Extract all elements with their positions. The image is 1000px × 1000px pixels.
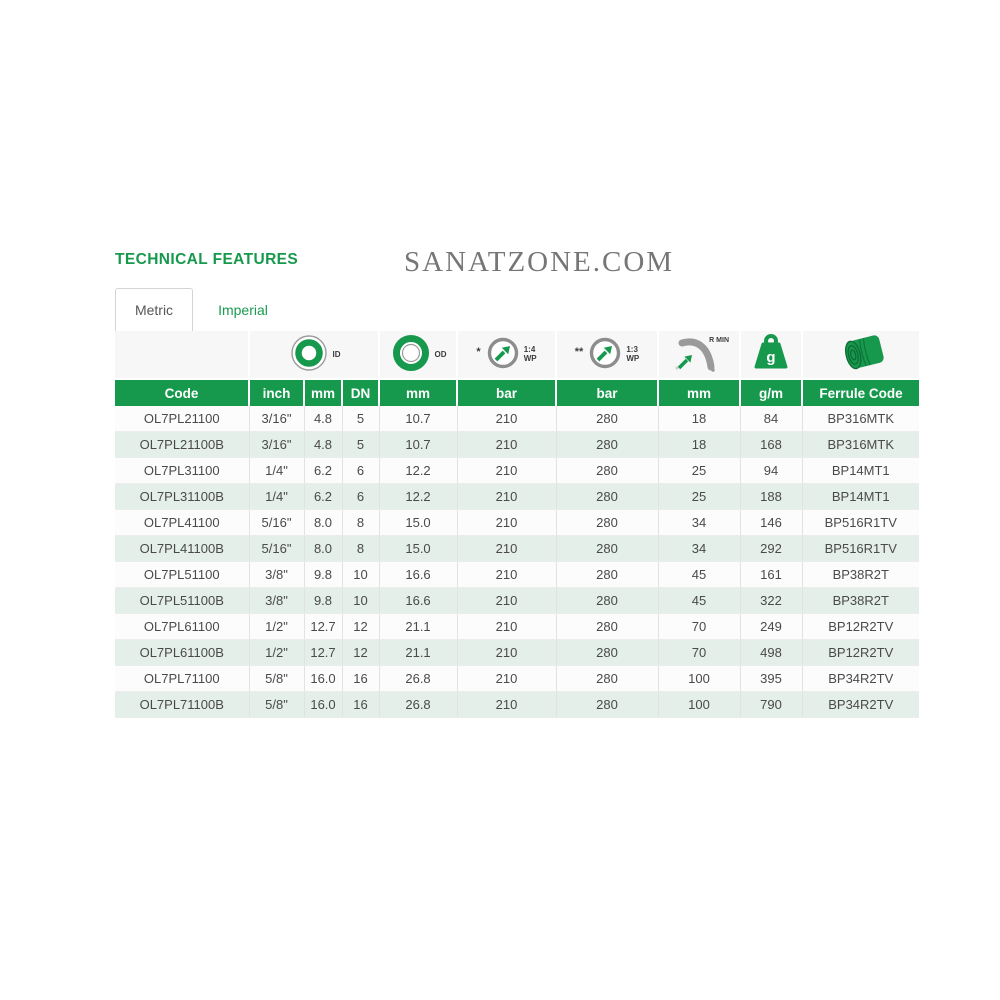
table-cell-inch: 3/8": [249, 588, 304, 614]
table-cell-od-mm: 15.0: [379, 510, 457, 536]
table-cell-dn: 6: [342, 484, 379, 510]
table-cell-inch: 5/8": [249, 692, 304, 718]
table-cell-rmin-mm: 45: [658, 562, 740, 588]
column-header-od-mm: mm: [379, 379, 457, 406]
od-icon-label: OD: [434, 350, 447, 359]
table-cell-rmin-mm: 34: [658, 510, 740, 536]
table-cell-od-mm: 16.6: [379, 588, 457, 614]
table-cell-id-mm: 9.8: [304, 588, 342, 614]
table-cell-wp13-bar: 280: [556, 692, 658, 718]
table-row: [115, 484, 919, 510]
table-cell-inch: 3/8": [249, 562, 304, 588]
table-cell-code: OL7PL51100: [115, 562, 249, 588]
icon-cell-wp14: [457, 331, 556, 379]
table-row: [115, 614, 919, 640]
table-cell-inch: 1/4": [249, 458, 304, 484]
table-cell-ferrule-code: BP516R1TV: [802, 536, 919, 562]
table-cell-id-mm: 6.2: [304, 458, 342, 484]
table-cell-wp14-bar: 210: [457, 458, 556, 484]
table-row: [115, 510, 919, 536]
column-header-row: [115, 379, 919, 406]
table-cell-od-mm: 21.1: [379, 640, 457, 666]
table-cell-code: OL7PL71100B: [115, 692, 249, 718]
table-cell-dn: 10: [342, 562, 379, 588]
table-cell-gm: 322: [740, 588, 802, 614]
column-header-inch: inch: [249, 379, 304, 406]
icon-cell-empty: [115, 331, 249, 379]
outer-diameter-icon: [390, 332, 432, 377]
ferrule-icon: [830, 331, 892, 378]
table-cell-code: OL7PL51100B: [115, 588, 249, 614]
table-cell-od-mm: 15.0: [379, 536, 457, 562]
table-cell-wp14-bar: 210: [457, 484, 556, 510]
table-cell-dn: 5: [342, 406, 379, 432]
table-cell-ferrule-code: BP14MT1: [802, 458, 919, 484]
table-cell-rmin-mm: 25: [658, 484, 740, 510]
table-cell-wp13-bar: 280: [556, 640, 658, 666]
table-cell-ferrule-code: BP12R2TV: [802, 614, 919, 640]
table-cell-code: OL7PL61100B: [115, 640, 249, 666]
table-row: [115, 406, 919, 432]
table-cell-dn: 8: [342, 536, 379, 562]
icon-cell-ferrule: [802, 331, 919, 379]
table-cell-rmin-mm: 45: [658, 588, 740, 614]
table-cell-ferrule-code: BP38R2T: [802, 562, 919, 588]
table-cell-gm: 161: [740, 562, 802, 588]
page-title: TECHNICAL FEATURES: [115, 251, 299, 268]
table-cell-rmin-mm: 70: [658, 640, 740, 666]
table-cell-wp14-bar: 210: [457, 432, 556, 458]
table-cell-id-mm: 16.0: [304, 692, 342, 718]
table-cell-rmin-mm: 34: [658, 536, 740, 562]
wp13-ratio: 1:3: [626, 344, 638, 354]
table-cell-wp14-bar: 210: [457, 614, 556, 640]
wp13-asterisk: **: [574, 345, 584, 358]
table-cell-code: OL7PL41100: [115, 510, 249, 536]
table-cell-wp14-bar: 210: [457, 510, 556, 536]
table-cell-dn: 10: [342, 588, 379, 614]
table-cell-gm: 395: [740, 666, 802, 692]
table-cell-code: OL7PL21100: [115, 406, 249, 432]
table-cell-code: OL7PL31100B: [115, 484, 249, 510]
table-cell-od-mm: 10.7: [379, 406, 457, 432]
column-header-id-mm: mm: [304, 379, 342, 406]
table-cell-dn: 12: [342, 614, 379, 640]
table-cell-rmin-mm: 100: [658, 692, 740, 718]
table-cell-gm: 249: [740, 614, 802, 640]
weight-icon: [749, 332, 793, 377]
table-cell-wp13-bar: 280: [556, 614, 658, 640]
tab-metric[interactable]: Metric: [115, 288, 193, 331]
table-cell-inch: 3/16": [249, 406, 304, 432]
column-header-dn: DN: [342, 379, 379, 406]
table-cell-gm: 790: [740, 692, 802, 718]
table-cell-wp13-bar: 280: [556, 406, 658, 432]
wp14-ratio: 1:4: [523, 344, 536, 354]
table-cell-ferrule-code: BP38R2T: [802, 588, 919, 614]
table-cell-inch: 1/2": [249, 614, 304, 640]
table-cell-wp13-bar: 280: [556, 562, 658, 588]
table-cell-id-mm: 4.8: [304, 406, 342, 432]
icon-cell-weight: [740, 331, 802, 379]
wp14-unit: WP: [523, 353, 537, 363]
table-cell-wp14-bar: 210: [457, 640, 556, 666]
table-cell-id-mm: 12.7: [304, 614, 342, 640]
table-cell-wp14-bar: 210: [457, 666, 556, 692]
table-cell-wp14-bar: 210: [457, 692, 556, 718]
table-cell-gm: 498: [740, 640, 802, 666]
icon-cell-rmin: [658, 331, 740, 379]
table-cell-dn: 8: [342, 510, 379, 536]
column-header-wp14-bar: bar: [457, 379, 556, 406]
id-icon-label: ID: [332, 350, 341, 359]
table-row: [115, 536, 919, 562]
icon-header-row: [115, 331, 919, 379]
column-header-rmin-mm: mm: [658, 379, 740, 406]
table-row: [115, 432, 919, 458]
table-cell-ferrule-code: BP12R2TV: [802, 640, 919, 666]
icon-cell-od: [379, 331, 457, 379]
table-cell-gm: 84: [740, 406, 802, 432]
unit-tabs: [115, 288, 293, 331]
inner-diameter-icon: [288, 332, 330, 377]
column-header-code: Code: [115, 379, 249, 406]
table-row: [115, 458, 919, 484]
weight-letter: g: [766, 349, 776, 366]
table-cell-wp13-bar: 280: [556, 536, 658, 562]
table-cell-ferrule-code: BP34R2TV: [802, 692, 919, 718]
icon-cell-wp13: [556, 331, 658, 379]
wp13-unit: WP: [626, 353, 640, 363]
table-cell-dn: 12: [342, 640, 379, 666]
table-cell-id-mm: 12.7: [304, 640, 342, 666]
table-cell-code: OL7PL31100: [115, 458, 249, 484]
table-cell-inch: 5/16": [249, 510, 304, 536]
table-cell-inch: 1/2": [249, 640, 304, 666]
table-cell-od-mm: 12.2: [379, 458, 457, 484]
table-cell-inch: 5/16": [249, 536, 304, 562]
icon-cell-id: [249, 331, 379, 379]
table-cell-code: OL7PL71100: [115, 666, 249, 692]
working-pressure-1-3-icon: [587, 335, 623, 374]
table-cell-wp13-bar: 280: [556, 588, 658, 614]
table-cell-dn: 5: [342, 432, 379, 458]
table-cell-gm: 188: [740, 484, 802, 510]
rmin-icon-label: R MIN: [709, 336, 730, 344]
table-cell-rmin-mm: 70: [658, 614, 740, 640]
table-cell-wp13-bar: 280: [556, 458, 658, 484]
table-cell-code: OL7PL61100: [115, 614, 249, 640]
table-row: [115, 588, 919, 614]
column-header-wp13-bar: bar: [556, 379, 658, 406]
table-cell-gm: 146: [740, 510, 802, 536]
table-cell-od-mm: 21.1: [379, 614, 457, 640]
watermark-text: SANATZONE.COM: [404, 246, 675, 278]
table-cell-od-mm: 10.7: [379, 432, 457, 458]
table-cell-code: OL7PL41100B: [115, 536, 249, 562]
table-cell-id-mm: 4.8: [304, 432, 342, 458]
table-body: [115, 406, 919, 718]
table-cell-id-mm: 6.2: [304, 484, 342, 510]
table-cell-ferrule-code: BP34R2TV: [802, 666, 919, 692]
technical-features-table: [115, 331, 919, 718]
table-cell-rmin-mm: 18: [658, 432, 740, 458]
table-cell-wp14-bar: 210: [457, 406, 556, 432]
table-row: [115, 562, 919, 588]
table-row: [115, 666, 919, 692]
table-cell-ferrule-code: BP316MTK: [802, 432, 919, 458]
tab-imperial[interactable]: Imperial: [218, 301, 268, 318]
table-cell-od-mm: 26.8: [379, 692, 457, 718]
table-cell-wp14-bar: 210: [457, 536, 556, 562]
wp14-asterisk: *: [476, 345, 481, 358]
table-cell-rmin-mm: 100: [658, 666, 740, 692]
table-cell-od-mm: 16.6: [379, 562, 457, 588]
table-cell-ferrule-code: BP516R1TV: [802, 510, 919, 536]
column-header-ferrule-code: Ferrule Code: [802, 379, 919, 406]
table-cell-gm: 292: [740, 536, 802, 562]
table-cell-id-mm: 9.8: [304, 562, 342, 588]
table-cell-od-mm: 12.2: [379, 484, 457, 510]
table-cell-id-mm: 8.0: [304, 510, 342, 536]
table-row: [115, 640, 919, 666]
table-cell-wp13-bar: 280: [556, 484, 658, 510]
working-pressure-1-4-icon: [485, 335, 521, 374]
table-cell-rmin-mm: 18: [658, 406, 740, 432]
table-cell-wp13-bar: 280: [556, 432, 658, 458]
table-cell-dn: 16: [342, 692, 379, 718]
table-cell-wp14-bar: 210: [457, 562, 556, 588]
table-cell-id-mm: 8.0: [304, 536, 342, 562]
table-cell-rmin-mm: 25: [658, 458, 740, 484]
table-cell-ferrule-code: BP14MT1: [802, 484, 919, 510]
table-cell-dn: 6: [342, 458, 379, 484]
table-cell-wp13-bar: 280: [556, 666, 658, 692]
table-cell-od-mm: 26.8: [379, 666, 457, 692]
table-cell-dn: 16: [342, 666, 379, 692]
table-cell-ferrule-code: BP316MTK: [802, 406, 919, 432]
table-cell-gm: 168: [740, 432, 802, 458]
table-cell-wp13-bar: 280: [556, 510, 658, 536]
table-cell-inch: 5/8": [249, 666, 304, 692]
table-cell-code: OL7PL21100B: [115, 432, 249, 458]
column-header-gm: g/m: [740, 379, 802, 406]
technical-features-table-wrap: [115, 331, 919, 718]
table-row: [115, 692, 919, 718]
table-cell-wp14-bar: 210: [457, 588, 556, 614]
table-cell-gm: 94: [740, 458, 802, 484]
table-cell-id-mm: 16.0: [304, 666, 342, 692]
table-cell-inch: 1/4": [249, 484, 304, 510]
table-cell-inch: 3/16": [249, 432, 304, 458]
